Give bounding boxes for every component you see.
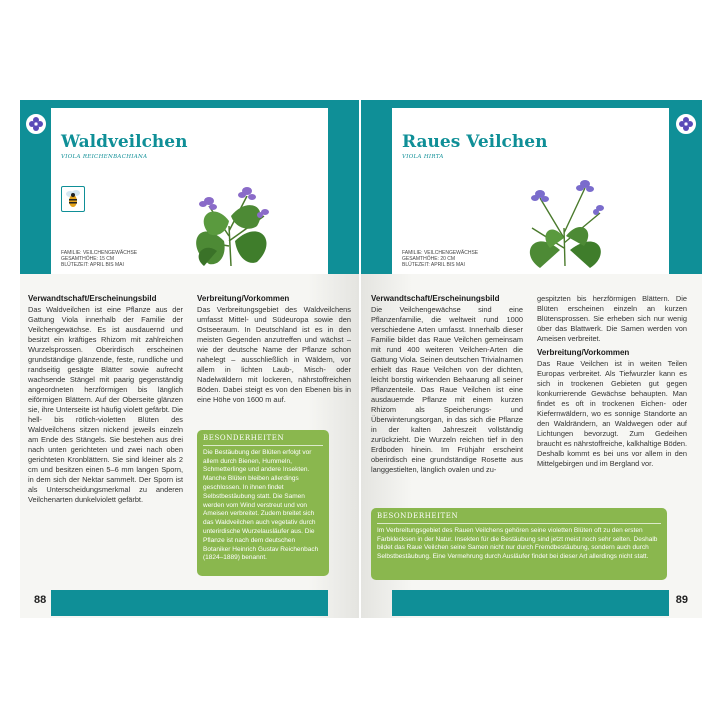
bee-icon (62, 187, 84, 211)
book-spread (20, 100, 702, 618)
body-text: gespitzten bis herzförmigen Blättern. Die Blüten erscheinen einzeln an kurzen Blütensprossen. Sie erheben sich nur wenig über das Blattwerk. Die Samen werden von Ameisen verbreitet. (537, 294, 687, 343)
right-col-1 (371, 294, 523, 477)
fact-family: FAMILIE: VEILCHENGEWÄCHSE (61, 250, 138, 256)
latin-name: VIOLA HIRTA (402, 154, 444, 160)
footer-bar (392, 590, 669, 616)
right-col-2 (537, 294, 687, 471)
violet-flower-badge (674, 112, 698, 136)
right-page (361, 100, 702, 618)
right-header-panel (392, 108, 669, 274)
section-heading: Verwandtschaft/Erscheinungsbild (371, 294, 500, 303)
special-box (197, 430, 329, 576)
fact-bloom: BLÜTEZEIT: APRIL BIS MAI (402, 262, 465, 268)
pollinator-badge (61, 186, 85, 212)
page-number: 89 (675, 594, 688, 606)
latin-name: VIOLA REICHENBACHIANA (61, 154, 148, 160)
section-heading: Verwandtschaft/Erscheinungsbild (28, 294, 157, 303)
violet-flower-icon (28, 116, 44, 132)
special-box-label: BESONDERHEITEN (203, 434, 323, 446)
special-box-text: Im Verbreitungsgebiet des Rauen Veilchens gehören seine violetten Blüten oft zu den ersten Farbklecksen in der Natur. Insekten für die Bestäubung sind jetzt meist noch sehr selten. Deshalb bildet das Raue Veilchen seine Samen nicht nur durch Fremdbestäubung, sondern auch durch Selbstbestäubung. Eine Vermehrung durch Ausläufer findet bei dieser Art allerdings nicht statt. (377, 526, 658, 561)
body-text: Das Verbreitungsgebiet des Waldveilchens umfasst Mittel- und Südeuropa sowie den Ostseeraum. In Deutschland ist es in den meisten Gegenden anzutreffen und wächst – wie der deutsche Name der Pflanze schon nahelegt – ausschließlich in Wäldern, vor allem in lichten Laub-, Misch- oder Nadelwäldern mit lockeren, nährstoffreichen Böden. Dabei steigt es von den Ebenen bis in eine Höhe von 1600 m auf. (197, 305, 351, 404)
footer-bar (51, 590, 328, 616)
species-facts (61, 250, 137, 268)
species-title: Waldveilchen (61, 132, 188, 152)
fact-height: GESAMTHÖHE: 20 CM (402, 256, 456, 262)
right-header (361, 100, 702, 274)
raues-veilchen-illustration (510, 158, 620, 270)
body-text: Das Waldveilchen ist eine Pflanze aus der Gattung Viola innerhalb der Familie der Veilchengewächse. Es ist ausdauernd und besitzt ein kräftiges Rhizom mit zahlreichen Wurzelsprossen. Oberirdisch erscheinen grundständige glänzende, feste, rundliche und randseitig gesägte Blätter sowie aufrecht wachsende Stängel mit paarig gegenständig angeordneten herzförmigen bis länglich eiförmigen Blättern. Auf der Oberseite glänzen sie, ihre Unterseite ist häufig violett gefärbt. Die hell- bis rötlich-violetten Blüten des Waldveilchens sitzen nickend jeweils einzeln am Ende des Stängels. Sie bestehen aus drei nach unten gerichteten und zwei nach oben gerichteten Kronblättern. Sie sind kleiner als 2 cm und besitzen einen 5–6 mm langen Sporn, in dem sich der Nektar sammelt. Der Sporn ist als Unterscheidungsmerkmal zu anderen Veilchenarten dunkelviolett gefärbt. (28, 305, 183, 504)
body-text: Das Raue Veilchen ist in weiten Teilen Europas verbreitet. Als Tiefwurzler kann es sich in trockenen Gebieten gut gegen konkurrierende Gewächse behaupten. Man findet es oft in trockenen Eichen- oder Kiefernwäldern, wo es sonnige Standorte an den Waldrändern, an Waldwegen oder auf Lichtungen bevorzugt. Zum Gedeihen braucht es nährstoffreiche, kalkhaltige Böden. Deshalb kommt es bei uns vor allem in den Mittelgebirgen und im Bergland vor. (537, 359, 687, 468)
special-box-text: Die Bestäubung der Blüten erfolgt vor allem durch Bienen, Hummeln, Schmetterlinge und andere Insekten. Manche Blüten bleiben allerdings geschlossen. In ihnen findet Selbstbestäubung statt. Die Samen werden vom Wind verstreut und von Ameisen verbreitet. Zudem breitet sich das Waldveilchen auch vegetativ durch unterirdische Wurzelausläufer aus. Die Pflanze ist nach dem deutschen Botaniker Heinrich Gustav Reichenbach (1824–1889) benannt. (203, 448, 319, 562)
section-heading: Verbreitung/Vorkommen (537, 348, 630, 357)
left-header-panel (51, 108, 328, 274)
page-number: 88 (34, 594, 47, 606)
section-heading: Verbreitung/Vorkommen (197, 294, 290, 303)
violet-flower-icon (678, 116, 694, 132)
left-page (20, 100, 359, 618)
fact-bloom: BLÜTEZEIT: APRIL BIS MAI (61, 262, 124, 268)
special-box-label: BESONDERHEITEN (377, 512, 661, 524)
left-header (20, 100, 359, 274)
violet-flower-badge (24, 112, 48, 136)
fact-family: FAMILIE: VEILCHENGEWÄCHSE (402, 250, 479, 256)
left-col-2 (197, 294, 351, 407)
left-col-1 (28, 294, 183, 507)
special-box (371, 508, 667, 580)
body-text: Die Veilchengewächse sind eine Pflanzenfamilie, die weltweit rund 1000 verschiedene Arten umfasst. Innerhalb dieser Familie bildet das Raue Veilchen gemeinsam mit rund 400 weiteren Veilchen-Arten die Gattung Viola. Seinen deutschen Trivialnamen erhielt das Raue Veilchen von der dichten, leicht borstig wirkenden Behaarung all seiner Pflanzenteile. Das Raue Veilchen ist eine ausdauernde Pflanze mit einem kurzen Rhizom als Speicherungs- und Überwinterungsorgan, in das sich die Pflanze in der kalten Jahreszeit vollständig zurückzieht. Die Wurzeln reichen tief in den Erdboden hinein. Im Frühjahr erscheint oberirdisch eine grundständige Rosette aus langgestielten, länglich ovalen und zu- (371, 305, 523, 474)
fact-height: GESAMTHÖHE: 15 CM (61, 256, 115, 262)
waldveilchen-illustration (169, 146, 293, 270)
species-title: Raues Veilchen (402, 132, 548, 152)
species-facts (402, 250, 478, 268)
